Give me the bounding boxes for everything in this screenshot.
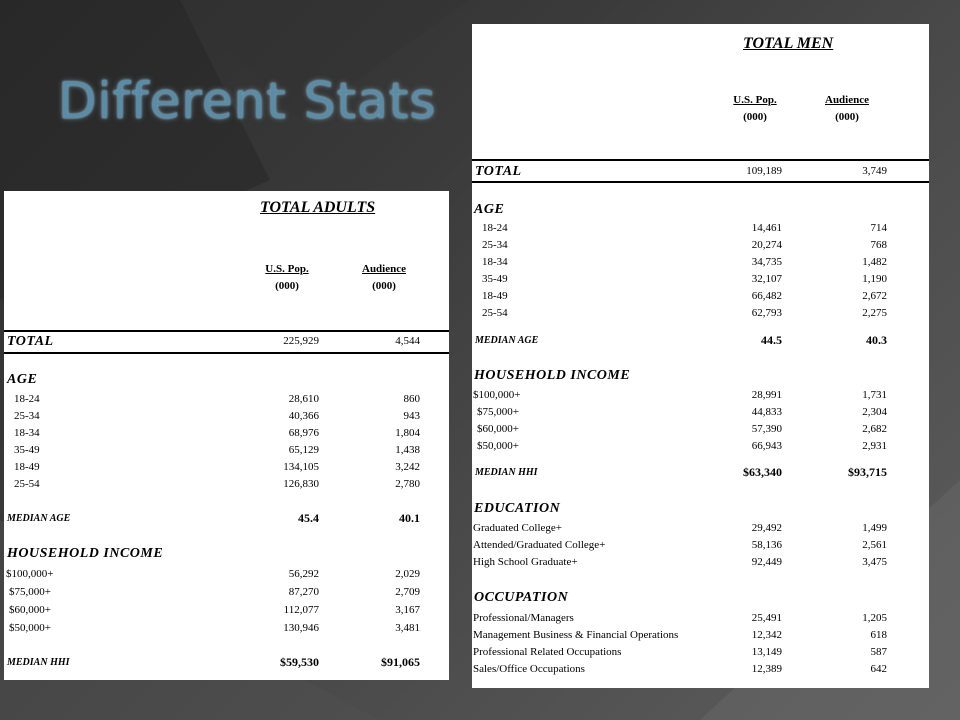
total-men-table: TOTAL MEN U.S. Pop. (000) Audience (000) TOTAL 109,189 3,749 AGE 18-24 14,461 714 25-34 20,274 768 18-34 34,735 1,482 35-49 32,107 1,190 18-49 66,482 2,672 25-54 62,793 2,275 MEDIAN AGE 44.5 40.3 HOUSEHOLD INCOME $100,000+ 28,991 1,731 $75,000+ 44,833 2,304 $60,000+ 57,390 2,682 $50,000+ 66,943 2,931 MEDIAN HHI $63,340 $93,715 EDUCATION Graduated College+ 29,492 1,499 Attended/Graduated College+ 58,136 2,561 High School Graduate+ 92,449 3,475 OCCUPATION Professional/Managers 25,491 1,205 Management Business & Financial Operations 12,342 618 Professional Related Occupations 13,149 587 Sales/Office Occupations 12,389 642 [472, 24, 929, 688]
table-title: TOTAL ADULTS [260, 199, 376, 216]
total-adults-table: TOTAL ADULTS U.S. Pop. (000) Audience (000) TOTAL 225,929 4,544 AGE 18-24 28,610 860 25-34 40,366 943 18-34 68,976 1,804 35-49 65,129 1,438 18-49 134,105 3,242 25-54 126,830 2,780 MEDIAN AGE 45.4 40.1 HOUSEHOLD INCOME $100,000+ 56,292 2,029 $75,000+ 87,270 2,709 $60,000+ 112,077 3,167 $50,000+ 130,946 3,481 MEDIAN HHI $59,530 $91,065 [4, 191, 449, 680]
section-label-household-income: HOUSEHOLD INCOME [7, 546, 164, 561]
divider [472, 181, 929, 183]
divider [4, 330, 449, 332]
table-title: TOTAL MEN [743, 35, 834, 52]
section-label-occupation: OCCUPATION [474, 590, 569, 605]
col-header-us-pop: U.S. Pop. (000) [733, 94, 777, 123]
divider [4, 352, 449, 354]
slide-title: Different Stats [58, 72, 437, 130]
divider [472, 159, 929, 161]
section-label-education: EDUCATION [474, 501, 561, 516]
col-header-us-pop: U.S. Pop. (000) [265, 263, 309, 292]
section-label-household-income: HOUSEHOLD INCOME [474, 368, 631, 383]
col-header-audience: Audience (000) [362, 263, 406, 292]
section-label-age: AGE [7, 372, 38, 387]
col-header-audience: Audience (000) [825, 94, 869, 123]
section-label-age: AGE [474, 202, 505, 217]
